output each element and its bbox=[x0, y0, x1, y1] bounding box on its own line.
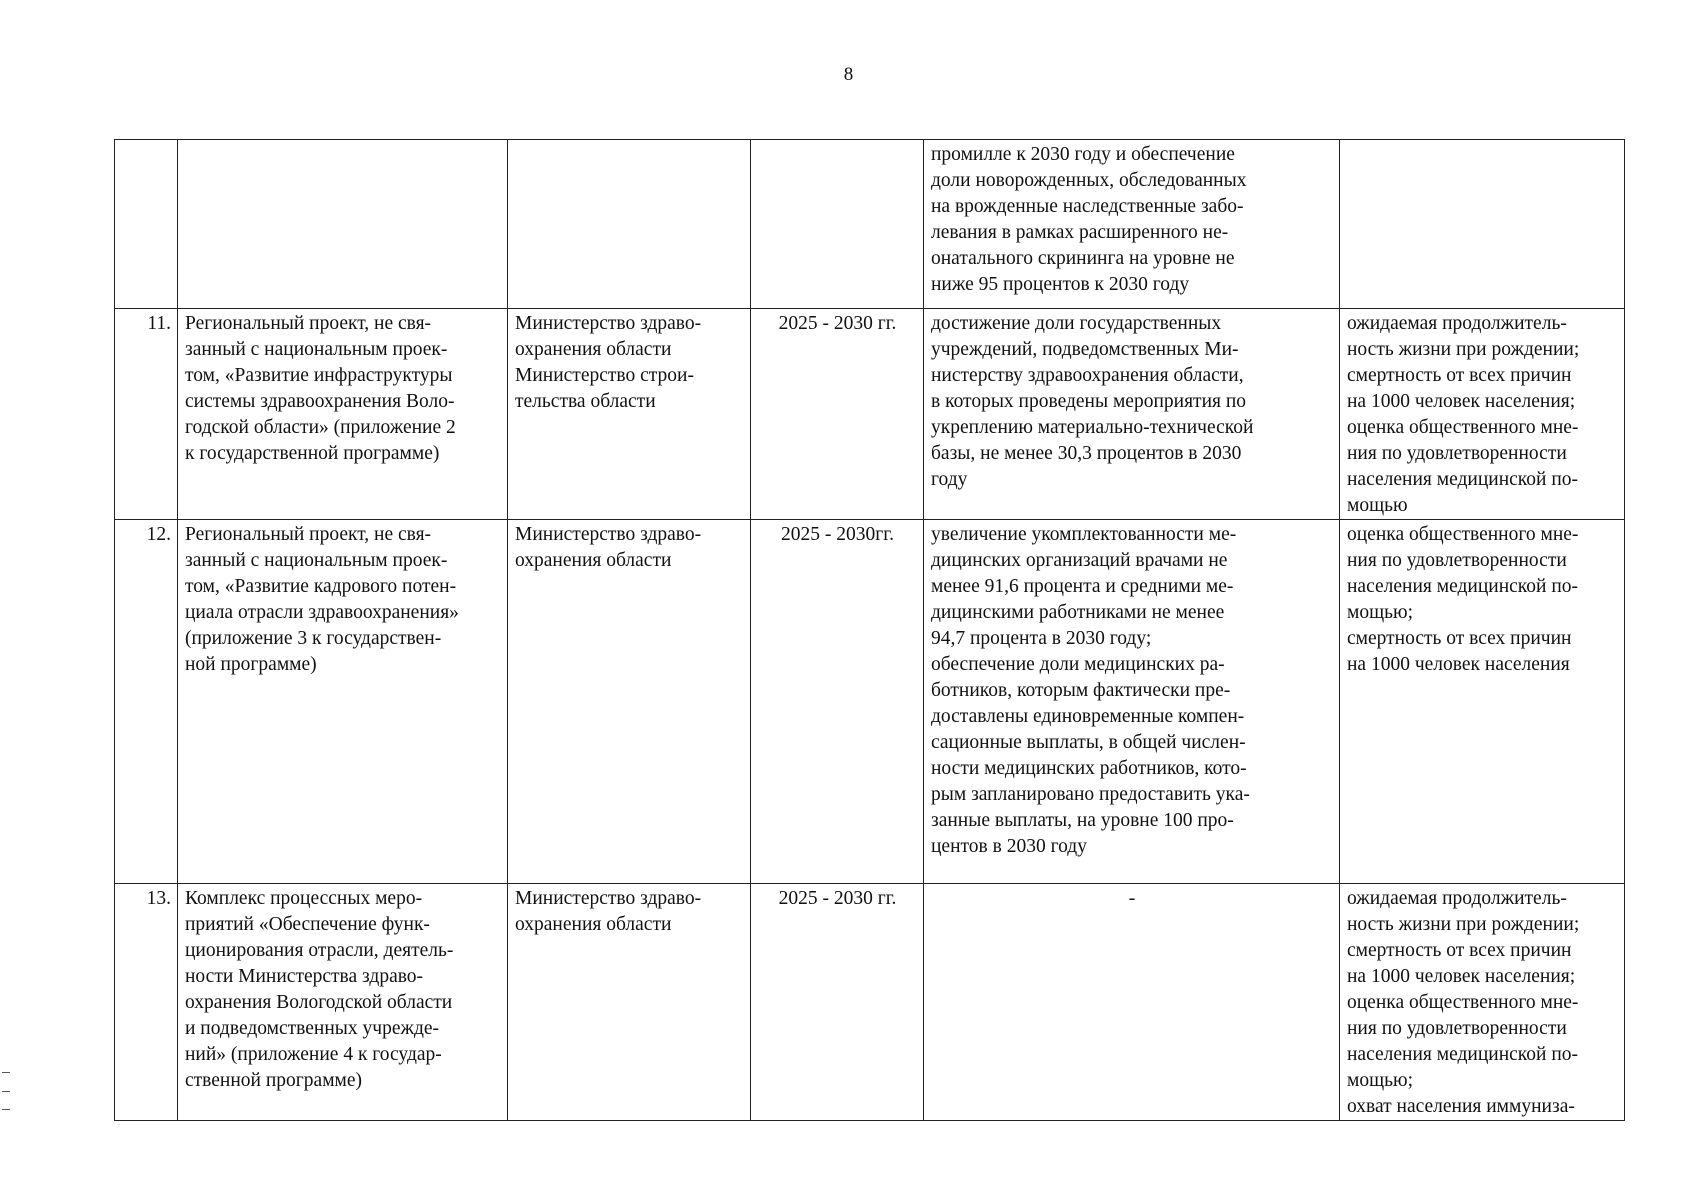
project-name-cell: Региональный проект, не свя- занный с национальным проек- том, «Развитие инфраструктуры системы здравоохранения Воло- годской области» (приложение 2 к государственной программе) bbox=[178, 309, 508, 520]
table-row bbox=[115, 884, 1625, 1121]
page-number: 8 bbox=[843, 64, 854, 85]
project-name-cell: Комплекс процессных меро- приятий «Обеспечение функ- ционирования отрасли, деятель- ности Министерства здраво- охранения Вологодской области и подведомственных учрежде- ний» (приложение 4 к государ- ственной программе) bbox=[178, 884, 508, 1121]
responsible-cell: Министерство здраво- охранения области Министерство строи- тельства области bbox=[508, 309, 751, 520]
period-cell: 2025 - 2030 гг. bbox=[751, 884, 924, 1121]
row-number bbox=[115, 140, 178, 309]
table-row bbox=[115, 520, 1625, 884]
indicators-cell: ожидаемая продолжитель- ность жизни при рождении; смертность от всех причин на 1000 человек населения; оценка общественного мне- ния по удовлетворенности населения медицинской по- мощью; охват населения иммуниза- bbox=[1340, 884, 1625, 1121]
period-cell bbox=[751, 140, 924, 309]
result-cell: промилле к 2030 году и обеспечение доли новорожденных, обследованных на врожденные наследственные забо- левания в рамках расширенного не- онатального скрининга на уровне не ниже 95 процентов к 2030 году bbox=[924, 140, 1340, 309]
result-cell: достижение доли государственных учреждений, подведомственных Ми- нистерству здравоохранения области, в которых проведены мероприятия по укреплению материально-технической базы, не менее 30,3 процентов в 2030 году bbox=[924, 309, 1340, 520]
result-cell: увеличение укомплектованности ме- дицинских организаций врачами не менее 91,6 процента и средними ме- дицинскими работниками не менее 94,7 процента в 2030 году; обеспечение доли медицинских ра- ботников, которым фактически пре- доставлены единовременные компен- сационные выплаты, в общей числен- ности медицинских работников, кото- рым запланировано предоставить ука- занные выплаты, на уровне 100 про- центов в 2030 году bbox=[924, 520, 1340, 884]
binding-edge-mark bbox=[2, 1072, 10, 1110]
table-row bbox=[115, 140, 1625, 309]
project-name-cell: Региональный проект, не свя- занный с национальным проек- том, «Развитие кадрового потен- циала отрасли здравоохранения» (приложение 3 к государствен- ной программе) bbox=[178, 520, 508, 884]
project-name-cell bbox=[178, 140, 508, 309]
table-row bbox=[115, 309, 1625, 520]
indicators-cell: ожидаемая продолжитель- ность жизни при рождении; смертность от всех причин на 1000 человек населения; оценка общественного мне- ния по удовлетворенности населения медицинской по- мощью bbox=[1340, 309, 1625, 520]
row-number: 12. bbox=[115, 520, 178, 884]
responsible-cell bbox=[508, 140, 751, 309]
period-cell: 2025 - 2030гг. bbox=[751, 520, 924, 884]
responsible-cell: Министерство здраво- охранения области bbox=[508, 520, 751, 884]
program-structure-table bbox=[114, 139, 1625, 1121]
result-cell: - bbox=[924, 884, 1340, 1121]
row-number: 11. bbox=[115, 309, 178, 520]
responsible-cell: Министерство здраво- охранения области bbox=[508, 884, 751, 1121]
period-cell: 2025 - 2030 гг. bbox=[751, 309, 924, 520]
row-number: 13. bbox=[115, 884, 178, 1121]
indicators-cell bbox=[1340, 140, 1625, 309]
indicators-cell: оценка общественного мне- ния по удовлетворенности населения медицинской по- мощью; смертность от всех причин на 1000 человек населения bbox=[1340, 520, 1625, 884]
